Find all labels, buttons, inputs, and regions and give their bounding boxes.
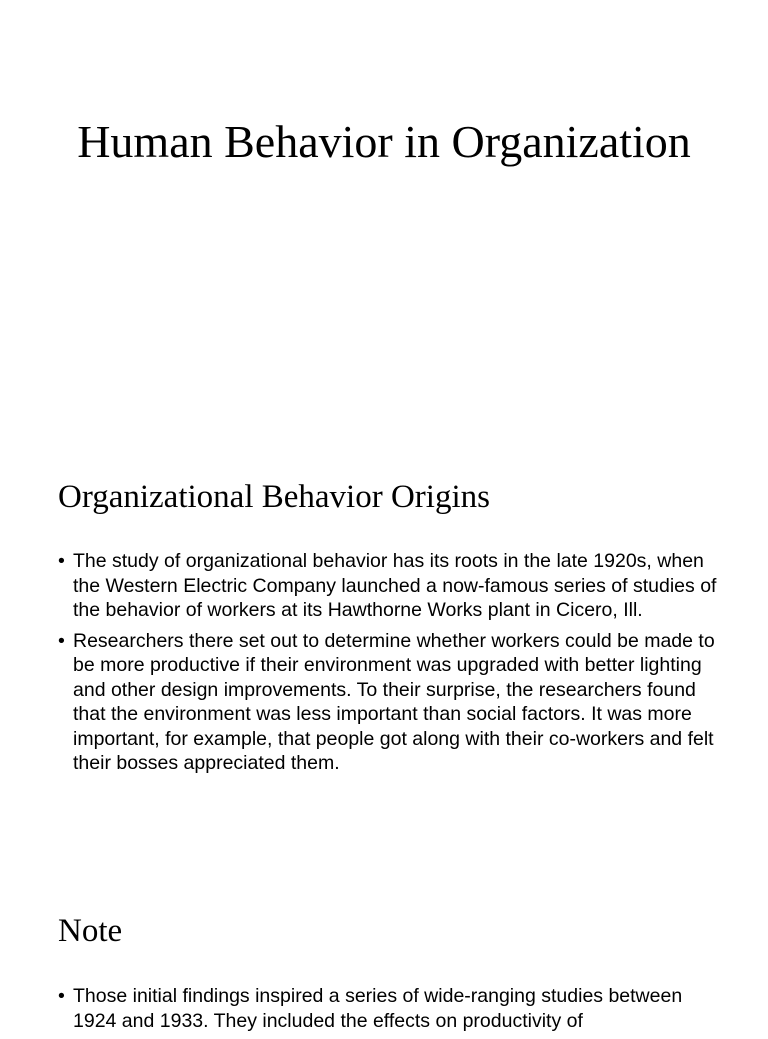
bullet-list-origins [58, 549, 720, 782]
bullet-icon: • [58, 985, 65, 1007]
slide-2 [0, 440, 768, 860]
bullet-list-note [58, 984, 720, 1039]
bullet-item [58, 549, 720, 623]
bullet-item [58, 629, 720, 776]
slide-heading-note: Note [58, 913, 123, 949]
bullet-icon: • [58, 550, 65, 572]
slide-3 [0, 880, 768, 1032]
bullet-text: Those initial findings inspired a series of wide-ranging studies between 1924 and 1933. They included the effects on productivity of [73, 985, 683, 1032]
bullet-text: Researchers there set out to determine whether workers could be made to be more productive if their environment was upgraded with better lighting and other design improvements. To their surprise, the researchers found that the environment was less important than social factors. It was more important, for example, that people got along with their co-workers and felt their bosses appreciated them. [73, 629, 715, 774]
bullet-icon: • [58, 629, 65, 652]
bullet-text: The study of organizational behavior has its roots in the late 1920s, when the Western Electric Company launched a now-famous series of studies of the behavior of workers at its Hawthorne Works plant in Cicero, Ill. [73, 550, 717, 621]
slide-1 [0, 0, 768, 420]
bullet-item [58, 984, 720, 1033]
slide-heading-origins: Organizational Behavior Origins [58, 479, 490, 515]
presentation-title: Human Behavior in Organization [77, 116, 691, 167]
